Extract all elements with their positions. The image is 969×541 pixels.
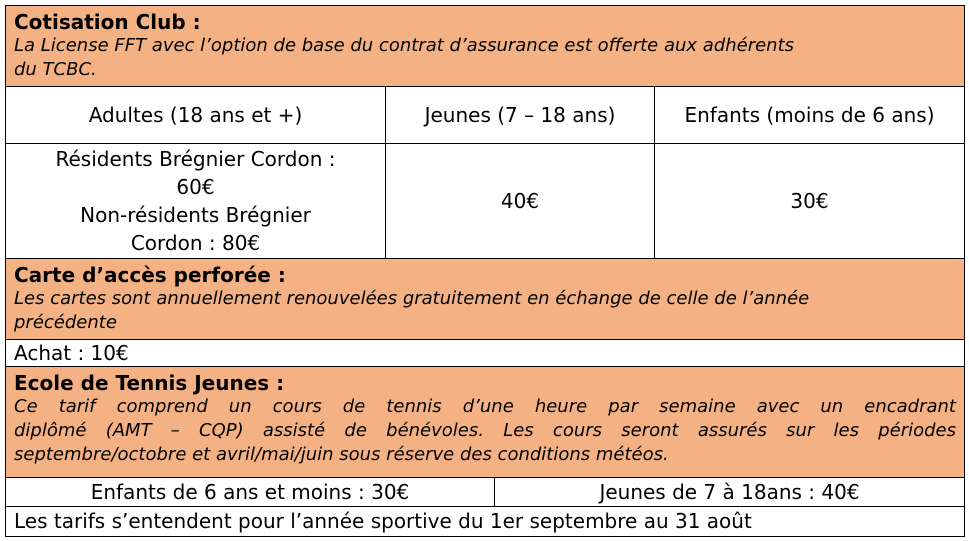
ecole-price-row — [5, 478, 965, 507]
category-jeunes: Jeunes (7 – 18 ans) — [386, 87, 655, 143]
ecole-enfants-price: Enfants de 6 ans et moins : 30€ — [6, 478, 495, 506]
price-jeunes: 40€ — [386, 144, 655, 258]
ecole-note-line-1: Ce tarif comprend un cours de tennis d’une heure par semaine avec un encadrant — [14, 396, 956, 417]
carte-header — [5, 259, 965, 340]
price-adultes-line-2: 60€ — [176, 175, 215, 199]
ecole-note-line-3: septembre/octobre et avril/mai/juin sous réserve des conditions météos. — [14, 444, 669, 465]
club-category-row — [5, 87, 965, 144]
price-adultes — [6, 144, 386, 258]
price-adultes-line-1: Résidents Brégnier Cordon : — [55, 147, 336, 171]
ecole-jeunes-price: Jeunes de 7 à 18ans : 40€ — [599, 480, 860, 504]
carte-note-line-2: précédente — [14, 312, 117, 333]
footer-note: Les tarifs s’entendent pour l’année sportive du 1er septembre au 31 août — [5, 507, 965, 537]
club-header — [5, 5, 965, 87]
club-price-row — [5, 144, 965, 259]
category-adultes: Adultes (18 ans et +) — [6, 87, 386, 143]
price-adultes-line-3: Non-résidents Brégnier — [80, 203, 311, 227]
club-note-line-2: du TCBC. — [14, 59, 97, 80]
category-enfants: Enfants (moins de 6 ans) — [684, 103, 935, 127]
carte-achat: Achat : 10€ — [5, 340, 965, 367]
ecole-header — [5, 367, 965, 478]
price-adultes-line-4: Cordon : 80€ — [130, 231, 261, 255]
carte-note-line-1: Les cartes sont annuellement renouvelées gratuitement en échange de celle de l’année — [14, 288, 810, 309]
club-title: Cotisation Club : — [14, 10, 201, 34]
club-note-line-1: La License FFT avec l’option de base du contrat d’assurance est offerte aux adhérents — [14, 35, 795, 56]
carte-title: Carte d’accès perforée : — [14, 263, 286, 287]
ecole-note-line-2: diplômé (AMT – CQP) assisté de bénévoles. Les cours seront assurés sur les périodes — [14, 420, 956, 441]
ecole-title: Ecole de Tennis Jeunes : — [14, 371, 285, 395]
price-enfants: 30€ — [790, 189, 829, 213]
